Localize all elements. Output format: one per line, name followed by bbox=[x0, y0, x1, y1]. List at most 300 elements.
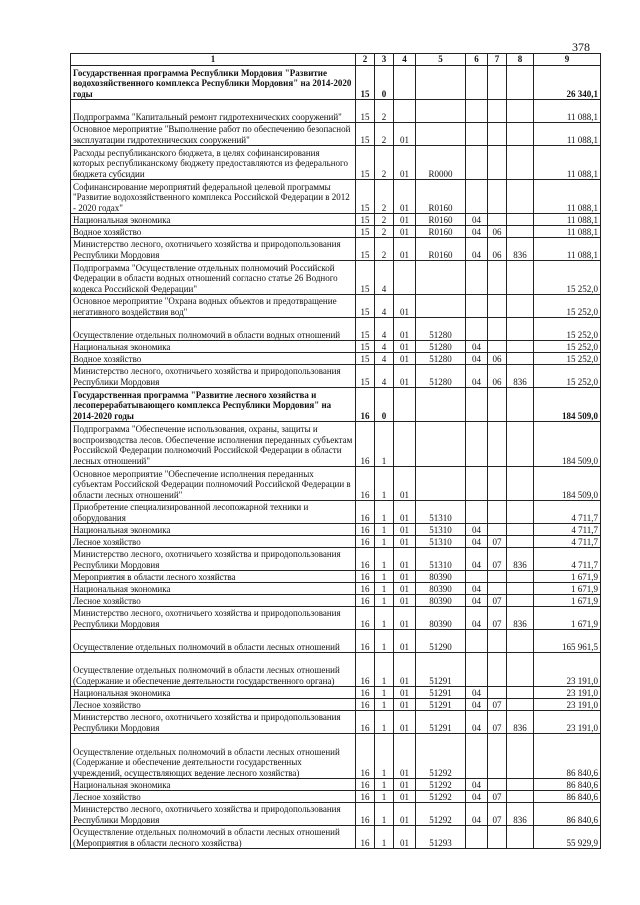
amount: 11 088,1 bbox=[534, 180, 601, 214]
amount: 15 252,0 bbox=[534, 365, 601, 388]
table-row bbox=[71, 238, 601, 261]
code-section: 04 bbox=[466, 607, 488, 630]
code-activity: 01 bbox=[394, 779, 416, 791]
row-name: Министерство лесного, охотничьего хозяйства и природопользования Республики Мордовия bbox=[71, 803, 356, 826]
table-row bbox=[71, 353, 601, 365]
table-row bbox=[71, 779, 601, 791]
row-name: Лесное хозяйство bbox=[71, 699, 356, 711]
code-activity: 01 bbox=[394, 467, 416, 501]
amount: 86 840,6 bbox=[534, 734, 601, 779]
code-ministry: 16 bbox=[356, 607, 375, 630]
amount: 15 252,0 bbox=[534, 353, 601, 365]
code-section: 04 bbox=[466, 536, 488, 548]
table-row bbox=[71, 653, 601, 687]
code-section bbox=[466, 66, 488, 100]
code-subsection: 06 bbox=[488, 226, 507, 238]
code-subprogram: 4 bbox=[375, 341, 394, 353]
table-row bbox=[71, 501, 601, 524]
code-subsection bbox=[488, 826, 507, 849]
table-row bbox=[71, 295, 601, 318]
code-department bbox=[507, 353, 534, 365]
code-activity: 01 bbox=[394, 524, 416, 536]
row-name: Мероприятия в области лесного хозяйства bbox=[71, 571, 356, 583]
code-section bbox=[466, 630, 488, 653]
code-ministry: 16 bbox=[356, 826, 375, 849]
code-subsection: 07 bbox=[488, 607, 507, 630]
code-subprogram: 1 bbox=[375, 467, 394, 501]
code-subsection: 07 bbox=[488, 791, 507, 803]
code-subprogram: 2 bbox=[375, 123, 394, 146]
code-activity: 01 bbox=[394, 595, 416, 607]
code-section: 04 bbox=[466, 791, 488, 803]
code-department bbox=[507, 261, 534, 295]
code-subprogram: 1 bbox=[375, 791, 394, 803]
amount: 23 191,0 bbox=[534, 699, 601, 711]
header-row bbox=[71, 54, 601, 66]
code-subprogram: 1 bbox=[375, 422, 394, 467]
column-header: 3 bbox=[375, 54, 394, 66]
code-subprogram: 1 bbox=[375, 699, 394, 711]
code-expense: 51291 bbox=[416, 711, 466, 734]
code-subsection bbox=[488, 779, 507, 791]
code-activity: 01 bbox=[394, 653, 416, 687]
code-subprogram: 0 bbox=[375, 388, 394, 422]
row-name: Лесное хозяйство bbox=[71, 536, 356, 548]
code-expense: 80390 bbox=[416, 595, 466, 607]
code-expense bbox=[416, 295, 466, 318]
table-row bbox=[71, 214, 601, 226]
code-department bbox=[507, 571, 534, 583]
code-ministry: 16 bbox=[356, 548, 375, 571]
code-department bbox=[507, 318, 534, 341]
amount: 11 088,1 bbox=[534, 238, 601, 261]
column-header: 8 bbox=[507, 54, 534, 66]
code-ministry: 15 bbox=[356, 66, 375, 100]
code-section: 04 bbox=[466, 699, 488, 711]
code-subprogram: 4 bbox=[375, 353, 394, 365]
code-subsection bbox=[488, 214, 507, 226]
code-expense: 51292 bbox=[416, 803, 466, 826]
amount: 1 671,9 bbox=[534, 583, 601, 595]
table-row bbox=[71, 66, 601, 100]
row-name: Государственная программа Республики Мордовия "Развитие водохозяйственного комплекса Республики Мордовия" на 2014-2020 годы bbox=[71, 66, 356, 100]
code-section: 04 bbox=[466, 687, 488, 699]
table-row bbox=[71, 261, 601, 295]
table-row bbox=[71, 146, 601, 180]
code-subprogram: 1 bbox=[375, 571, 394, 583]
amount: 11 088,1 bbox=[534, 226, 601, 238]
code-activity: 01 bbox=[394, 711, 416, 734]
page-number: 378 bbox=[572, 40, 590, 54]
row-name: Национальная экономика bbox=[71, 583, 356, 595]
table-row bbox=[71, 699, 601, 711]
code-department bbox=[507, 501, 534, 524]
code-subprogram: 1 bbox=[375, 779, 394, 791]
table-row bbox=[71, 524, 601, 536]
code-section bbox=[466, 467, 488, 501]
code-ministry: 16 bbox=[356, 779, 375, 791]
code-activity: 01 bbox=[394, 180, 416, 214]
code-activity bbox=[394, 261, 416, 295]
row-name: Осуществление отдельных полномочий в области лесных отношений (Содержание и обеспечение деятельности государственных учреждений, осуществляющих ведение лесного хозяйства) bbox=[71, 734, 356, 779]
table-row bbox=[71, 123, 601, 146]
code-expense: 51280 bbox=[416, 353, 466, 365]
amount: 86 840,6 bbox=[534, 779, 601, 791]
amount: 184 509,0 bbox=[534, 388, 601, 422]
row-name: Национальная экономика bbox=[71, 214, 356, 226]
code-activity: 01 bbox=[394, 238, 416, 261]
code-ministry: 16 bbox=[356, 687, 375, 699]
code-expense bbox=[416, 388, 466, 422]
code-expense: R0160 bbox=[416, 214, 466, 226]
code-subprogram: 1 bbox=[375, 548, 394, 571]
amount: 184 509,0 bbox=[534, 422, 601, 467]
code-activity: 01 bbox=[394, 791, 416, 803]
code-subprogram: 1 bbox=[375, 583, 394, 595]
code-ministry: 16 bbox=[356, 711, 375, 734]
amount: 184 509,0 bbox=[534, 467, 601, 501]
code-expense: 51290 bbox=[416, 630, 466, 653]
code-activity: 01 bbox=[394, 341, 416, 353]
code-department bbox=[507, 791, 534, 803]
code-expense: 80390 bbox=[416, 583, 466, 595]
code-section: 04 bbox=[466, 365, 488, 388]
table-row bbox=[71, 422, 601, 467]
amount: 11 088,1 bbox=[534, 123, 601, 146]
code-expense: 51310 bbox=[416, 548, 466, 571]
table-row bbox=[71, 583, 601, 595]
row-name: Национальная экономика bbox=[71, 687, 356, 699]
amount: 4 711,7 bbox=[534, 524, 601, 536]
table-row bbox=[71, 467, 601, 501]
code-section bbox=[466, 295, 488, 318]
code-subsection bbox=[488, 524, 507, 536]
code-subprogram: 2 bbox=[375, 226, 394, 238]
code-section: 04 bbox=[466, 226, 488, 238]
code-subsection: 07 bbox=[488, 711, 507, 734]
code-activity bbox=[394, 388, 416, 422]
code-section: 04 bbox=[466, 214, 488, 226]
row-name: Основное мероприятие "Выполнение работ по обеспечению безопасной эксплуатации гидротехнических сооружений" bbox=[71, 123, 356, 146]
code-department bbox=[507, 467, 534, 501]
code-ministry: 16 bbox=[356, 630, 375, 653]
table-row bbox=[71, 341, 601, 353]
code-subsection bbox=[488, 734, 507, 779]
table-row bbox=[71, 180, 601, 214]
code-expense: 80390 bbox=[416, 607, 466, 630]
code-department bbox=[507, 388, 534, 422]
code-expense: 51291 bbox=[416, 687, 466, 699]
code-subprogram: 1 bbox=[375, 826, 394, 849]
code-section bbox=[466, 388, 488, 422]
code-department bbox=[507, 734, 534, 779]
code-subsection bbox=[488, 261, 507, 295]
row-name: Министерство лесного, охотничьего хозяйства и природопользования Республики Мордовия bbox=[71, 711, 356, 734]
code-department bbox=[507, 123, 534, 146]
code-subprogram: 0 bbox=[375, 66, 394, 100]
code-subsection bbox=[488, 180, 507, 214]
code-subsection bbox=[488, 388, 507, 422]
code-department bbox=[507, 524, 534, 536]
amount: 23 191,0 bbox=[534, 711, 601, 734]
code-section: 04 bbox=[466, 711, 488, 734]
code-expense bbox=[416, 66, 466, 100]
amount: 86 840,6 bbox=[534, 803, 601, 826]
code-ministry: 15 bbox=[356, 146, 375, 180]
row-name: Водное хозяйство bbox=[71, 353, 356, 365]
code-expense: 51291 bbox=[416, 653, 466, 687]
code-department bbox=[507, 214, 534, 226]
row-name: Национальная экономика bbox=[71, 341, 356, 353]
code-activity: 01 bbox=[394, 571, 416, 583]
table-row bbox=[71, 607, 601, 630]
code-section: 04 bbox=[466, 548, 488, 571]
code-subsection bbox=[488, 501, 507, 524]
amount: 4 711,7 bbox=[534, 548, 601, 571]
code-section: 04 bbox=[466, 595, 488, 607]
amount: 23 191,0 bbox=[534, 653, 601, 687]
column-header: 1 bbox=[71, 54, 356, 66]
code-subprogram: 2 bbox=[375, 180, 394, 214]
row-name: Лесное хозяйство bbox=[71, 791, 356, 803]
code-department bbox=[507, 595, 534, 607]
code-subsection: 06 bbox=[488, 353, 507, 365]
code-ministry: 16 bbox=[356, 803, 375, 826]
table-row bbox=[71, 711, 601, 734]
code-activity: 01 bbox=[394, 365, 416, 388]
code-expense: 51310 bbox=[416, 524, 466, 536]
code-expense: R0160 bbox=[416, 238, 466, 261]
amount: 15 252,0 bbox=[534, 341, 601, 353]
code-expense: 51291 bbox=[416, 699, 466, 711]
code-section: 04 bbox=[466, 524, 488, 536]
table-row bbox=[71, 734, 601, 779]
row-name: Осуществление отдельных полномочий в области лесных отношений (Мероприятия в области лесного хозяйства) bbox=[71, 826, 356, 849]
code-department: 836 bbox=[507, 803, 534, 826]
code-department bbox=[507, 226, 534, 238]
row-name: Государственная программа "Развитие лесного хозяйства и лесоперерабатывающего комплекса Республики Мордовия" на 2014-2020 годы bbox=[71, 388, 356, 422]
code-ministry: 16 bbox=[356, 699, 375, 711]
code-subsection bbox=[488, 66, 507, 100]
column-header: 5 bbox=[416, 54, 466, 66]
code-activity: 01 bbox=[394, 123, 416, 146]
row-name: Софинансирование мероприятий федеральной целевой программы "Развитие водохозяйственного комплекса Российской Федерации в 2012 - 2020 годах" bbox=[71, 180, 356, 214]
code-activity bbox=[394, 422, 416, 467]
code-activity: 01 bbox=[394, 536, 416, 548]
row-name: Осуществление отдельных полномочий в области водных отношений bbox=[71, 318, 356, 341]
code-subsection bbox=[488, 467, 507, 501]
amount: 165 961,5 bbox=[534, 630, 601, 653]
table-row bbox=[71, 630, 601, 653]
code-department bbox=[507, 653, 534, 687]
code-expense bbox=[416, 467, 466, 501]
row-name: Министерство лесного, охотничьего хозяйства и природопользования Республики Мордовия bbox=[71, 607, 356, 630]
row-name: Основное мероприятие "Обеспечение исполнения переданных субъектам Российской Федерации полномочий Российской Федерации в области лесных отношений" bbox=[71, 467, 356, 501]
row-name: Приобретение специализированной лесопожарной техники и оборудования bbox=[71, 501, 356, 524]
code-section bbox=[466, 501, 488, 524]
code-subsection bbox=[488, 100, 507, 123]
code-expense: 51280 bbox=[416, 341, 466, 353]
code-department bbox=[507, 341, 534, 353]
code-ministry: 16 bbox=[356, 388, 375, 422]
code-department bbox=[507, 630, 534, 653]
code-department bbox=[507, 779, 534, 791]
code-subsection: 07 bbox=[488, 803, 507, 826]
code-department bbox=[507, 583, 534, 595]
row-name: Водное хозяйство bbox=[71, 226, 356, 238]
row-name: Осуществление отдельных полномочий в области лесных отношений bbox=[71, 630, 356, 653]
code-department: 836 bbox=[507, 548, 534, 571]
code-subprogram: 4 bbox=[375, 365, 394, 388]
code-section bbox=[466, 422, 488, 467]
code-subsection bbox=[488, 146, 507, 180]
amount: 15 252,0 bbox=[534, 261, 601, 295]
code-section: 04 bbox=[466, 238, 488, 261]
code-section: 04 bbox=[466, 353, 488, 365]
code-section: 04 bbox=[466, 779, 488, 791]
code-section bbox=[466, 318, 488, 341]
row-name: Подпрограмма "Обеспечение использования, охраны, защиты и воспроизводства лесов. Обеспечение исполнения переданных субъектам Российской Федерации полномочий Российской Федерации в области лесных отношений" bbox=[71, 422, 356, 467]
code-expense: 51292 bbox=[416, 734, 466, 779]
amount: 15 252,0 bbox=[534, 318, 601, 341]
code-activity: 01 bbox=[394, 146, 416, 180]
code-ministry: 15 bbox=[356, 261, 375, 295]
table-row bbox=[71, 687, 601, 699]
amount: 55 929,9 bbox=[534, 826, 601, 849]
code-subprogram: 4 bbox=[375, 295, 394, 318]
code-section bbox=[466, 261, 488, 295]
code-ministry: 15 bbox=[356, 318, 375, 341]
code-ministry: 16 bbox=[356, 583, 375, 595]
code-department: 836 bbox=[507, 365, 534, 388]
code-expense: R0160 bbox=[416, 180, 466, 214]
amount: 23 191,0 bbox=[534, 687, 601, 699]
code-subprogram: 1 bbox=[375, 595, 394, 607]
column-header: 9 bbox=[534, 54, 601, 66]
code-subprogram: 1 bbox=[375, 687, 394, 699]
code-expense: 51310 bbox=[416, 536, 466, 548]
table-row bbox=[71, 803, 601, 826]
code-department bbox=[507, 699, 534, 711]
code-subsection: 07 bbox=[488, 536, 507, 548]
row-name: Министерство лесного, охотничьего хозяйства и природопользования Республики Мордовия bbox=[71, 548, 356, 571]
code-activity: 01 bbox=[394, 353, 416, 365]
code-ministry: 15 bbox=[356, 214, 375, 226]
code-subprogram: 1 bbox=[375, 803, 394, 826]
code-ministry: 15 bbox=[356, 100, 375, 123]
code-ministry: 15 bbox=[356, 123, 375, 146]
column-header: 4 bbox=[394, 54, 416, 66]
code-subprogram: 4 bbox=[375, 318, 394, 341]
row-name: Национальная экономика bbox=[71, 524, 356, 536]
code-department: 836 bbox=[507, 607, 534, 630]
code-section bbox=[466, 146, 488, 180]
table-row bbox=[71, 826, 601, 849]
code-department bbox=[507, 180, 534, 214]
code-activity: 01 bbox=[394, 295, 416, 318]
code-department: 836 bbox=[507, 238, 534, 261]
code-expense: 80390 bbox=[416, 571, 466, 583]
code-expense: 51280 bbox=[416, 318, 466, 341]
code-section: 04 bbox=[466, 803, 488, 826]
code-ministry: 15 bbox=[356, 226, 375, 238]
code-subsection bbox=[488, 422, 507, 467]
table-row bbox=[71, 595, 601, 607]
code-subsection bbox=[488, 630, 507, 653]
row-name: Осуществление отдельных полномочий в области лесных отношений (Содержание и обеспечение деятельности государственного органа) bbox=[71, 653, 356, 687]
row-name: Основное мероприятие "Охрана водных объектов и предотвращение негативного воздействия вод" bbox=[71, 295, 356, 318]
code-activity: 01 bbox=[394, 803, 416, 826]
code-ministry: 15 bbox=[356, 180, 375, 214]
amount: 11 088,1 bbox=[534, 100, 601, 123]
table-row bbox=[71, 365, 601, 388]
code-department bbox=[507, 826, 534, 849]
table-row bbox=[71, 388, 601, 422]
amount: 4 711,7 bbox=[534, 536, 601, 548]
code-activity: 01 bbox=[394, 826, 416, 849]
code-ministry: 16 bbox=[356, 571, 375, 583]
amount: 1 671,9 bbox=[534, 571, 601, 583]
code-subsection bbox=[488, 318, 507, 341]
code-expense bbox=[416, 123, 466, 146]
code-expense: R0160 bbox=[416, 226, 466, 238]
code-ministry: 16 bbox=[356, 524, 375, 536]
table-row bbox=[71, 548, 601, 571]
code-ministry: 16 bbox=[356, 501, 375, 524]
row-name: Подпрограмма "Осуществление отдельных полномочий Российской Федерации в области водных отношений согласно статье 26 Водного кодекса Российской Федерации" bbox=[71, 261, 356, 295]
code-ministry: 15 bbox=[356, 238, 375, 261]
table-row bbox=[71, 100, 601, 123]
code-ministry: 16 bbox=[356, 467, 375, 501]
code-section bbox=[466, 826, 488, 849]
code-subsection bbox=[488, 571, 507, 583]
amount: 11 088,1 bbox=[534, 214, 601, 226]
row-name: Лесное хозяйство bbox=[71, 595, 356, 607]
code-activity bbox=[394, 66, 416, 100]
code-subprogram: 1 bbox=[375, 607, 394, 630]
code-activity: 01 bbox=[394, 687, 416, 699]
code-subprogram: 1 bbox=[375, 630, 394, 653]
code-ministry: 16 bbox=[356, 734, 375, 779]
code-subprogram: 2 bbox=[375, 146, 394, 180]
code-ministry: 16 bbox=[356, 422, 375, 467]
code-activity: 01 bbox=[394, 583, 416, 595]
code-subprogram: 2 bbox=[375, 100, 394, 123]
code-expense: R0000 bbox=[416, 146, 466, 180]
code-activity: 01 bbox=[394, 501, 416, 524]
code-subprogram: 4 bbox=[375, 261, 394, 295]
code-subprogram: 1 bbox=[375, 653, 394, 687]
code-ministry: 16 bbox=[356, 536, 375, 548]
code-subsection: 07 bbox=[488, 699, 507, 711]
table-row bbox=[71, 536, 601, 548]
code-ministry: 16 bbox=[356, 791, 375, 803]
code-ministry: 15 bbox=[356, 295, 375, 318]
budget-table bbox=[70, 53, 601, 849]
code-department bbox=[507, 536, 534, 548]
amount: 26 340,1 bbox=[534, 66, 601, 100]
amount: 4 711,7 bbox=[534, 501, 601, 524]
code-subprogram: 2 bbox=[375, 214, 394, 226]
code-subprogram: 1 bbox=[375, 711, 394, 734]
code-section bbox=[466, 653, 488, 687]
code-subsection: 06 bbox=[488, 365, 507, 388]
code-department bbox=[507, 295, 534, 318]
table-row bbox=[71, 571, 601, 583]
code-subprogram: 1 bbox=[375, 734, 394, 779]
row-name: Национальная экономика bbox=[71, 779, 356, 791]
row-name: Министерство лесного, охотничьего хозяйства и природопользования Республики Мордовия bbox=[71, 365, 356, 388]
